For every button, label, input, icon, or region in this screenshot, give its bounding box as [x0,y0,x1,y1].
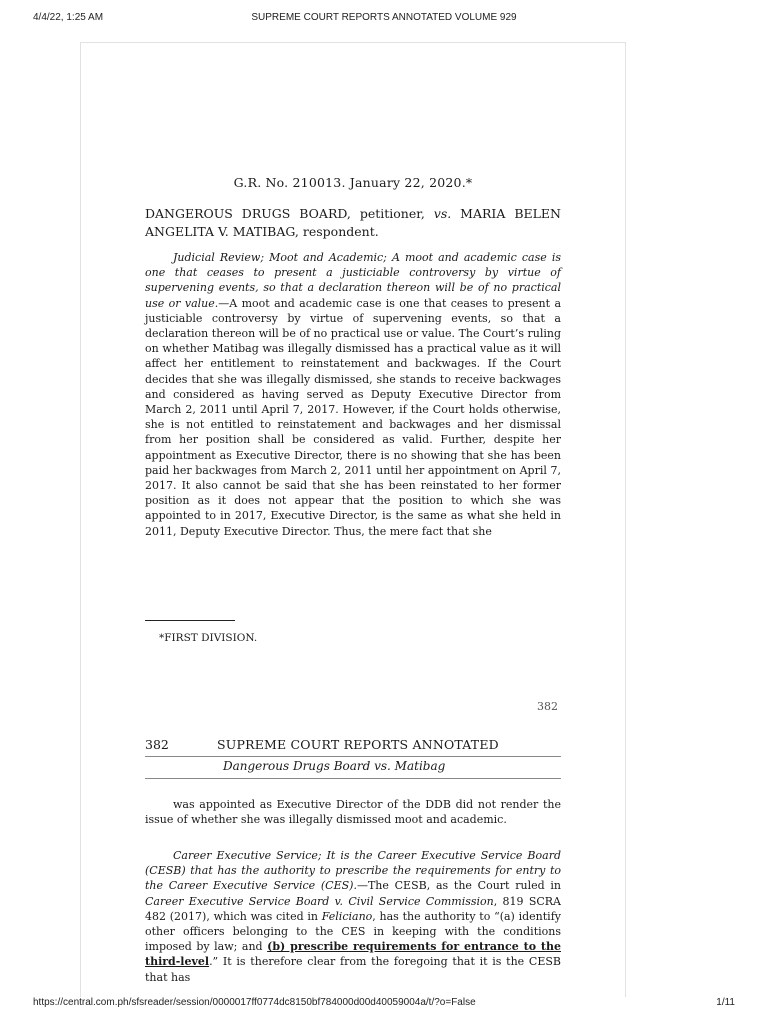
browser-print-header [0,12,768,26]
running-head-case-title: Dangerous Drugs Board vs. Matibag [223,759,446,773]
continued-paragraph: was appointed as Executive Director of the DDB did not render the issue of whether she was illegally dismissed moot and academic. [145,798,561,827]
running-head-number: 382 [145,737,169,752]
syllabus-2-keywords: Career Executive Service; It is the Career Executive Service Board (CESB) that has the authority to prescribe the requirements for entry to the Career Executive Service (CES). [145,849,561,893]
footnote-divider [145,620,235,621]
syllabus-1-body: —A moot and academic case is one that ceases to present a justiciable controversy by virtue of supervening events, so that a declaration thereon will be of no practical use or value. The Court’s ruling on whether Matibag was illegally dismissed has a practical value as it will affect her entitlement to reinstatement and backwages. If the Court decides that she was illegally dismissed, she stands to receive backwages and considered as having served as Deputy Executive Director from March 2, 2011 until April 7, 2017. However, if the Court holds otherwise, she is not entitled to reinstatement and backwages and her dismissal from her position shall be considered as valid. Further, despite her appointment as Executive Director, there is no showing that she has been paid her backwages from March 2, 2011 until her appointment on April 7, 2017. It also cannot be said that she has been reinstated to her former position as it does not appear that the position to which she was appointed to in 2017, Executive Director, is the same as what she held in 2011, Deputy Executive Director. Thus, the mere fact that she [145,296,561,538]
parties-respondent: MARIA BELEN ANGELITA V. MATIBAG, respondent. [145,206,561,239]
case-parties [145,205,561,241]
parties-petitioner: DANGEROUS DRUGS BOARD, petitioner, [145,206,434,221]
page-number: 382 [537,700,558,713]
syllabus-paragraph-1 [145,250,561,539]
print-timestamp: 4/4/22, 1:25 AM [33,12,104,23]
running-head-rule-top [145,756,561,757]
syllabus-2-body-1: —The CESB, as the Court ruled in [356,879,561,893]
document-page [80,42,626,997]
footnote: *FIRST DIVISION. [159,632,258,644]
print-url: https://central.com.ph/sfsreader/session/0000017ff0774dc8150bf784000d00d40059004a/t/?o=False [33,997,476,1008]
browser-print-footer [0,997,768,1011]
parties-vs: vs. [433,206,452,221]
running-head-rule-bottom [145,778,561,779]
syllabus-2-body-3: , has the authority to “(a) identify other officers belonging to the CES in keeping with the conditions imposed by law; and [145,909,561,954]
case-gr-number: G.R. No. 210013. January 22, 2020.* [233,175,473,190]
print-doc-title: SUPREME COURT REPORTS ANNOTATED VOLUME 929 [251,12,517,23]
syllabus-paragraph-2 [145,848,561,985]
running-head-publication: SUPREME COURT REPORTS ANNOTATED [217,737,499,752]
syllabus-1-keywords: Judicial Review; Moot and Academic; A moot and academic case is one that ceases to present a justiciable controversy by virtue of supervening events, so that a declaration thereon will be of no practical use or value. [145,251,561,310]
syllabus-2-citation: Career Executive Service Board v. Civil Service Commission [145,894,494,908]
syllabus-2-feliciano: Feliciano [321,909,373,923]
print-page-count: 1/11 [716,997,735,1008]
syllabus-2-body-4: .” It is therefore clear from the foregoing that it is the CESB that has [145,955,561,984]
syllabus-2-body-2: , 819 SCRA 482 (2017), which was cited in [145,894,561,923]
syllabus-2-emphasis: (b) prescribe requirements for entrance to the third-level [145,940,561,969]
